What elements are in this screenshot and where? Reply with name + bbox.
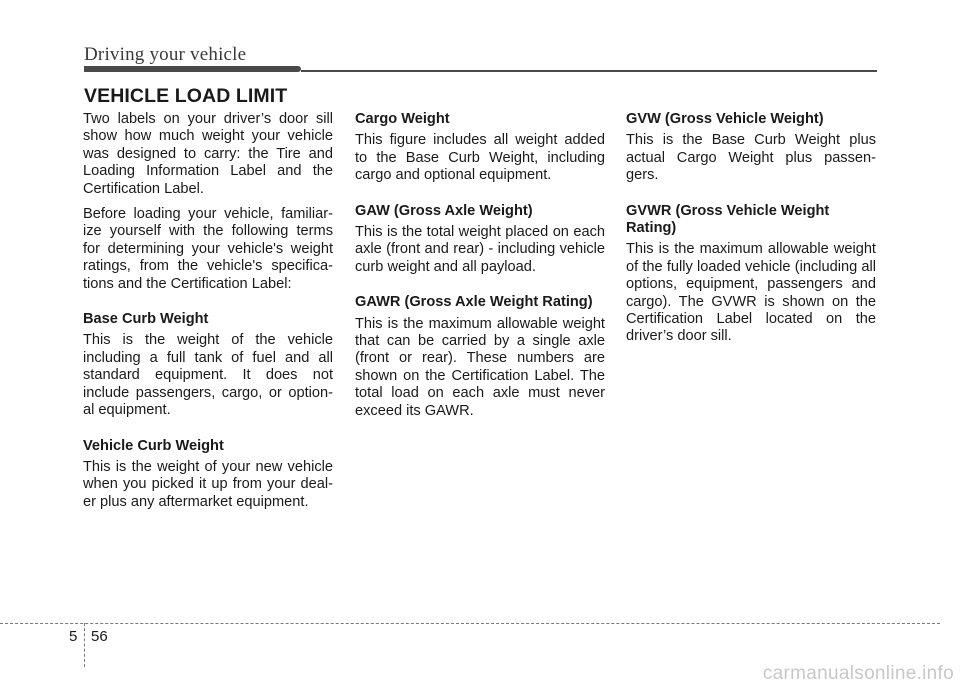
page-chapter-number: 5 xyxy=(69,628,78,645)
watermark: carmanualsonline.info xyxy=(762,663,954,684)
text-column-2 xyxy=(355,111,605,420)
text-column-1 xyxy=(83,111,333,511)
gvwr-body: This is the maximum allowable weight of the fully loaded vehicle (including all options, equipment, passengers and cargo). The GVWR is shown on the Certification Label located on the driver’s door sill. xyxy=(626,241,876,345)
gaw-body: This is the total weight placed on each axle (front and rear) - including vehicle curb weight and all payload. xyxy=(355,224,605,275)
base-curb-weight-body: This is the weight of the vehicle including a full tank of fuel and all standard equipment. It does not include passengers, cargo, or option-al equipment. xyxy=(83,332,333,419)
header-rule-thin xyxy=(301,70,877,72)
gvw-body: This is the Base Curb Weight plus actual Cargo Weight plus passen-gers. xyxy=(626,132,876,184)
base-curb-weight-heading: Base Curb Weight xyxy=(83,311,209,328)
gaw-heading: GAW (Gross Axle Weight) xyxy=(355,202,533,219)
header-rule-thick xyxy=(84,66,301,72)
intro-paragraph-2: Before loading your vehicle, familiar-ize yourself with the following terms for determining your vehicle's weight ratings, from the vehicle's specifica-tions and the Certification Label: xyxy=(83,206,333,292)
header-title: Driving your vehicle xyxy=(84,44,247,65)
footer-dashed-divider xyxy=(84,623,85,667)
cargo-weight-body: This figure includes all weight added to the Base Curb Weight, including cargo and optional equipment. xyxy=(355,132,605,184)
gvw-heading: GVW (Gross Vehicle Weight) xyxy=(626,111,824,127)
intro-paragraph-1: Two labels on your driver’s door sill show how much weight your vehicle was designed to carry: the Tire and Loading Information Label and the Certification Label. xyxy=(83,111,333,197)
section-heading: VEHICLE LOAD LIMIT xyxy=(84,85,288,107)
vehicle-curb-weight-heading: Vehicle Curb Weight xyxy=(83,437,224,454)
cargo-weight-heading: Cargo Weight xyxy=(355,111,450,127)
gawr-body: This is the maximum allowable weight that can be carried by a single axle (front or rear). These numbers are shown on the Certification Label. The total load on each axle must never exceed its GAWR. xyxy=(355,315,605,419)
gawr-heading: GAWR (Gross Axle Weight Rating) xyxy=(355,294,593,311)
vehicle-curb-weight-body: This is the weight of your new vehicle when you picked it up from your deal-er plus any aftermarket equipment. xyxy=(83,458,333,510)
gvwr-heading: GVWR (Gross Vehicle Weight Rating) xyxy=(626,202,830,237)
page-number: 56 xyxy=(91,628,108,645)
text-column-3 xyxy=(626,111,876,346)
footer-dashed-rule xyxy=(0,623,940,624)
